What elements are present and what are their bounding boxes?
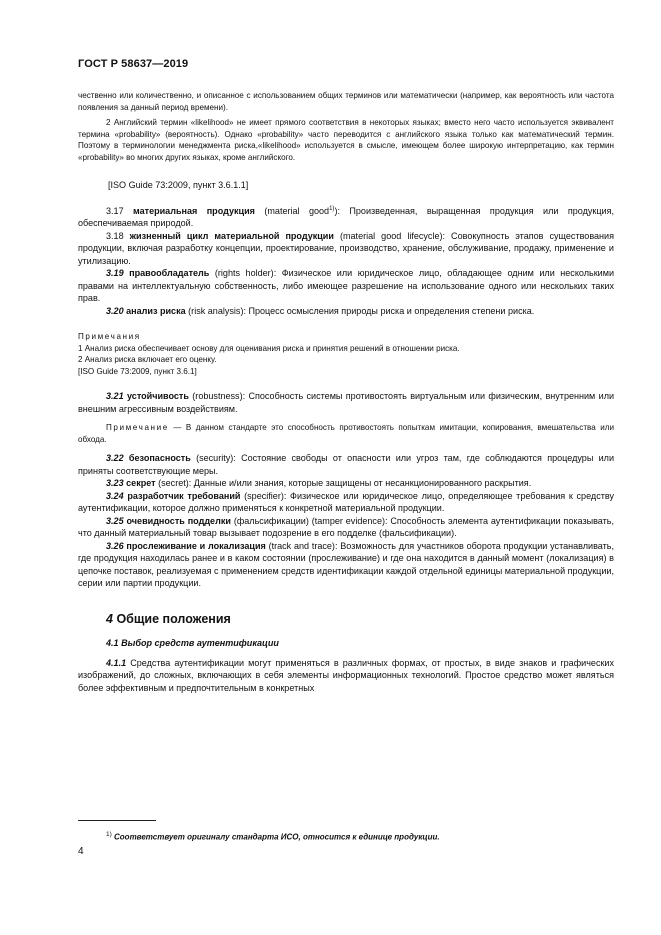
term-definition: (secret): Данные и/или знания, которые защищены от несанкционированного раскрытия. — [158, 478, 532, 488]
term-number: 3.22 — [106, 453, 124, 463]
section-title: Общие положения — [116, 611, 231, 626]
term-number: 3.17 — [106, 205, 124, 216]
term-3-26 — [78, 540, 614, 590]
notes-heading: Примечания — [78, 332, 141, 341]
term-definition: ): Произведенная, выращенная продукция или продукция, обеспечиваемая природой. — [78, 205, 614, 228]
term-title: устойчивость — [126, 391, 189, 401]
paragraph-4-1-1 — [78, 657, 614, 695]
page-content — [78, 90, 614, 694]
section-number: 4 — [106, 611, 113, 626]
term-3-17 — [78, 205, 614, 230]
note-1: 1 Анализ риска обеспечивает основу для оценивания риска и принятия решений в отношении риска. — [78, 343, 460, 353]
term-definition: (security): Состояние свободы от опасности или угроз там, где соблюдаются процедуры или приняты соответствующие меры. — [78, 453, 615, 476]
term-title: материальная продукция — [133, 205, 255, 216]
term-definition: (фальсификации) (tamper evidence): Способность элемента аутентификации показывать, что данный материальный товар вызывает подозрение в его подделке (фальсификации). — [78, 515, 615, 538]
term-number: 3.20 — [106, 305, 124, 316]
footnote — [78, 829, 614, 843]
term-number: 3.18 — [106, 230, 124, 241]
term-definition: (robustness): Способность системы противостоять виртуальным или физическим, внутренним или внешним агрессивным воздействиям. — [78, 391, 615, 414]
term-3-25 — [78, 515, 614, 540]
note-2: 2 Английский термин «likelihood» не имеет прямого соответствия в некоторых языках; вместо него часто используется эквивалент термина «probability» (вероятность). Однако «probability» часто переводится с английского языка только как математический термин. Поэтому в терминологии менеджмента риска,«likelihood» используется в смысле, имеющем более широкую интерпретацию, как термин «probability» во многих других языках, кроме английского. — [78, 118, 614, 162]
note-continuation: чественно или количественно, и описанное с использованием общих терминов или математически (например, как вероятность или частота появления за данный период времени). — [78, 91, 614, 112]
paragraph-text: Средства аутентификации могут применяться в различных формах, от простых, в виде знаков и графических изображений, до сложных, включающих в себя элементы информационных технологий. Простое средство может являться более эффективным и предпочтительным в конкретных — [78, 657, 615, 693]
term-number: 3.25 — [106, 515, 124, 526]
term-definition: (track and trace): Возможность для участников оборота продукции устанавливать, где продукция находилась ранее и в каком состоянии (прослеживание) и где она находится в данный момент (локализация) в цепочке поставок, реализуемая с применением средств идентификации каждой отдельной единицы материальной продукции, серии или партии продукции. — [78, 540, 615, 588]
section-4-heading — [78, 612, 614, 626]
note-text: — В данном стандарте это способность противостоять попыткам имитации, копирования, вмешательства или обхода. — [78, 423, 614, 444]
footnote-text: Соответствует оригиналу стандарта ИСО, относится к единице продукции. — [114, 832, 440, 842]
paragraph-number: 4.1.1 — [106, 657, 127, 668]
term-3-22 — [78, 452, 614, 477]
footnote-ref: 1) — [329, 205, 335, 212]
term-3-20 — [78, 305, 614, 318]
footnote-mark: 1) — [106, 831, 112, 838]
note-label: Примечание — [106, 423, 169, 432]
note-3-21 — [78, 422, 614, 445]
iso-reference: [ISO Guide 73:2009, пункт 3.6.1.1] — [108, 180, 249, 190]
term-definition: (risk analysis): Процесс осмысления природы риска и определения степени риска. — [188, 305, 535, 316]
term-3-21 — [78, 390, 614, 415]
term-number: 3.19 — [106, 268, 124, 278]
term-number: 3.23 — [106, 478, 124, 488]
term-3-19 — [78, 267, 614, 305]
term-title: правообладатель — [129, 268, 210, 278]
term-title: анализ риска — [126, 305, 186, 316]
term-number: 3.26 — [106, 540, 124, 551]
iso-reference: [ISO Guide 73:2009, пункт 3.6.1] — [78, 366, 197, 376]
term-english: (material good — [264, 205, 330, 216]
term-number: 3.24 — [106, 490, 124, 501]
subsection-4-1-heading: 4.1 Выбор средств аутентификации — [106, 637, 279, 648]
term-number: 3.21 — [106, 391, 124, 401]
standard-header: ГОСТ Р 58637—2019 — [78, 58, 189, 70]
term-3-18 — [78, 230, 614, 268]
term-definition: (material good lifecycle): Совокупность этапов существования продукции, включая разработку концепции, проектирование, производство, хранение, обслуживание, продажу, применение и утилизацию. — [78, 230, 615, 266]
term-title: очевидность подделки — [126, 515, 231, 526]
term-title: секрет — [126, 478, 156, 488]
term-definition: (specifier): Физическое или юридическое лицо, определяющее требования к средству аутентификации, которое должно применяться к конкретной материальной продукции. — [78, 490, 614, 513]
term-title: разработчик требований — [127, 490, 241, 501]
term-title: жизненный цикл материальной продукции — [129, 230, 334, 241]
term-title: безопасность — [128, 453, 191, 463]
footnote-separator — [78, 820, 156, 821]
term-3-23 — [78, 477, 614, 490]
term-title: прослеживание и локализация — [126, 540, 266, 551]
term-3-24 — [78, 490, 614, 515]
note-2: 2 Анализ риска включает его оценку. — [78, 355, 217, 364]
page-number: 4 — [78, 846, 84, 857]
term-definition: (rights holder): Физическое или юридическое лицо, обладающее одним или несколькими правами на интеллектуальную собственность, либо имеющее разрешение на использование одного или нескольких таких прав. — [78, 268, 614, 303]
